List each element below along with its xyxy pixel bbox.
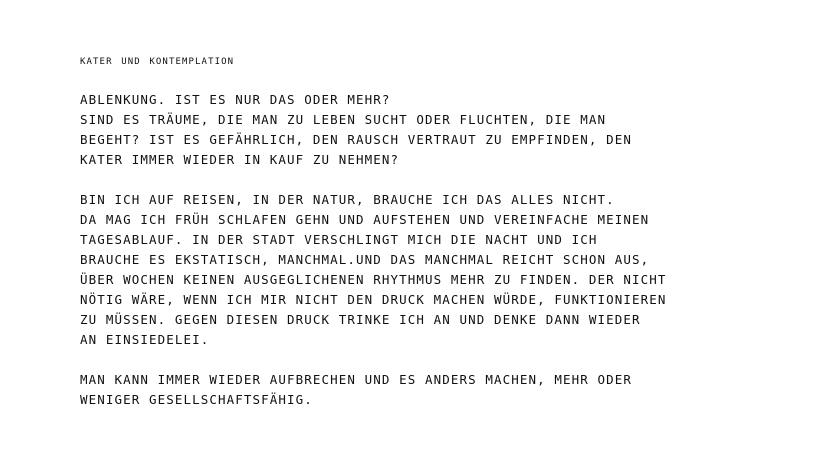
text-line: DA MAG ICH FRÜH SCHLAFEN GEHN UND AUFSTEHEN UND VEREINFACHE MEINEN	[80, 212, 650, 227]
text-line: BIN ICH AUF REISEN, IN DER NATUR, BRAUCHE ICH DAS ALLES NICHT.	[80, 192, 615, 207]
text-line: BRAUCHE ES EKSTATISCH, MANCHMAL.UND DAS MANCHMAL REICHT SCHON AUS,	[80, 252, 650, 267]
paragraph-3	[80, 370, 780, 410]
text-line: MAN KANN IMMER WIEDER AUFBRECHEN UND ES ANDERS MACHEN, MEHR ODER	[80, 372, 633, 387]
text-line: BEGEHT? IST ES GEFÄHRLICH, DEN RAUSCH VERTRAUT ZU EMPFINDEN, DEN	[80, 132, 633, 147]
document-page	[80, 50, 780, 430]
text-line: ZU MÜSSEN. GEGEN DIESEN DRUCK TRINKE ICH AN UND DENKE DANN WIEDER	[80, 312, 641, 327]
paragraph-1	[80, 90, 780, 170]
text-line: NÖTIG WÄRE, WENN ICH MIR NICHT DEN DRUCK MACHEN WÜRDE, FUNKTIONIEREN	[80, 292, 667, 307]
text-line: AN EINSIEDELEI.	[80, 332, 210, 347]
document-title: kater und kontemplation	[80, 52, 235, 67]
text-line: ÜBER WOCHEN KEINEN AUSGEGLICHENEN RHYTHMUS MEHR ZU FINDEN. DER NICHT	[80, 272, 667, 287]
text-line: ABLENKUNG. IST ES NUR DAS ODER MEHR?	[80, 92, 391, 107]
text-line: SIND ES TRÄUME, DIE MAN ZU LEBEN SUCHT ODER FLUCHTEN, DIE MAN	[80, 112, 607, 127]
text-line: WENIGER GESELLSCHAFTSFÄHIG.	[80, 392, 313, 407]
paragraph-2	[80, 190, 780, 350]
text-line: TAGESABLAUF. IN DER STADT VERSCHLINGT MICH DIE NACHT UND ICH	[80, 232, 598, 247]
text-line: KATER IMMER WIEDER IN KAUF ZU NEHMEN?	[80, 152, 400, 167]
